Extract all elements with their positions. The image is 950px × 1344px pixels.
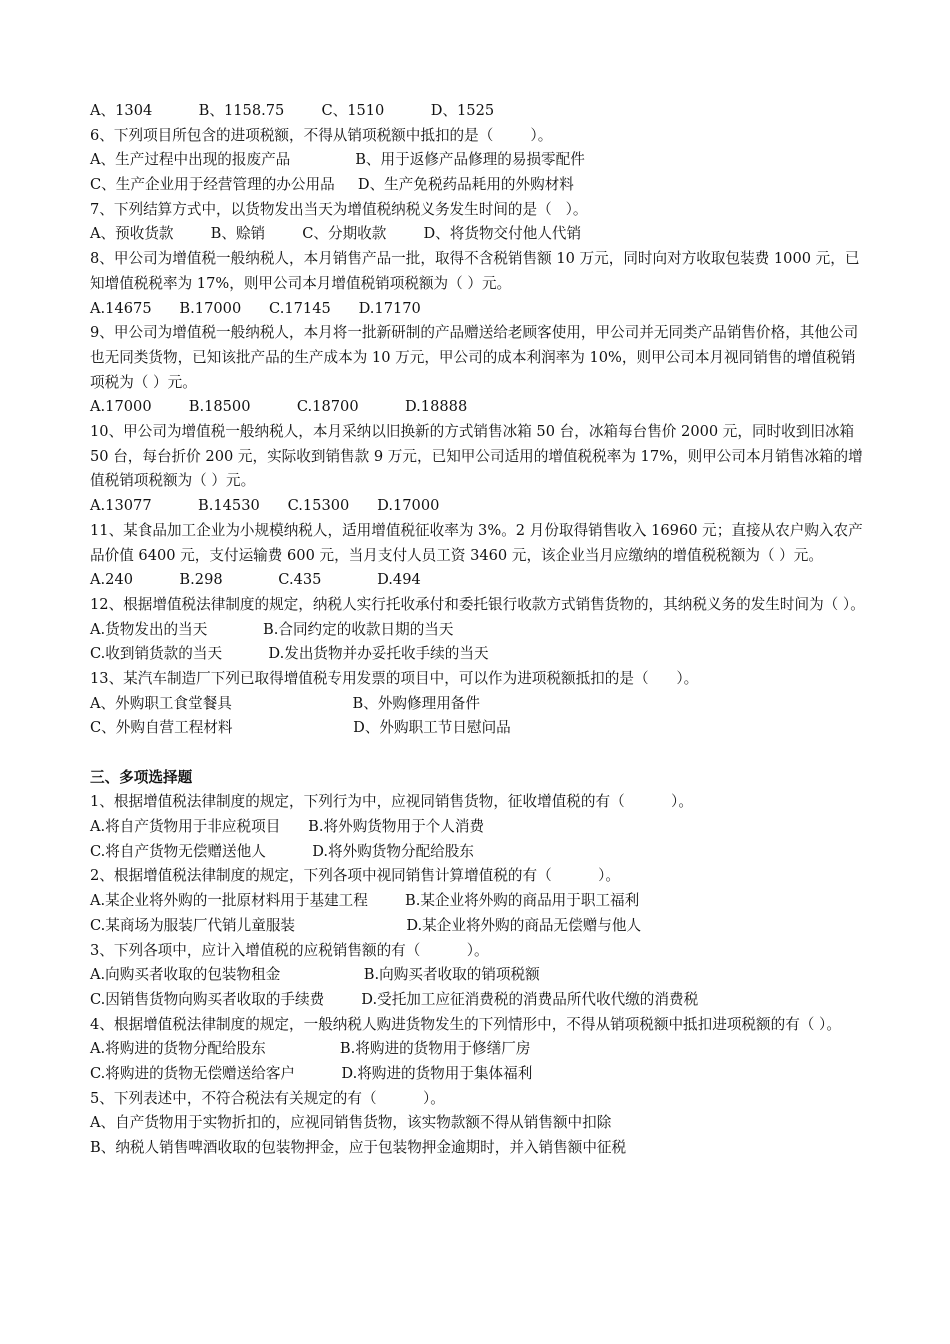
m3-options-ab: A.向购买者收取的包装物租金 B.向购买者收取的销项税额 <box>90 966 540 984</box>
q13-options-ab: A、外购职工食堂餐具 B、外购修理用备件 <box>90 694 480 712</box>
m2-options-cd: C.某商场为服装厂代销儿童服装 D.某企业将外购的商品无偿赠与他人 <box>90 916 642 934</box>
m2-options-ab: A.某企业将外购的一批原材料用于基建工程 B.某企业将外购的商品用于职工福利 <box>90 892 640 910</box>
q7-options: A、预收货款 B、赊销 C、分期收款 D、将货物交付他人代销 <box>90 225 582 243</box>
m5-option-b: B、纳税人销售啤酒收取的包装物押金，应于包装物押金逾期时，并入销售额中征税 <box>90 1139 627 1157</box>
q8-options: A.14675 B.17000 C.17145 D.17170 <box>90 299 421 317</box>
m2-question: 2、根据增值税法律制度的规定，下列各项中视同销售计算增值税的有（ ）。 <box>90 867 620 885</box>
m3-question: 3、下列各项中，应计入增值税的应税销售额的有（ ）。 <box>90 941 489 959</box>
q7-question: 7、下列结算方式中，以货物发出当天为增值税纳税义务发生时间的是（ ）。 <box>90 200 588 218</box>
m1-options-ab: A.将自产货物用于非应税项目 B.将外购货物用于个人消费 <box>90 818 485 836</box>
q13-question: 13、某汽车制造厂下列已取得增值税专用发票的项目中，可以作为进项税额抵扣的是（ ）。 <box>90 669 699 687</box>
m1-options-cd: C.将自产货物无偿赠送他人 D.将外购货物分配给股东 <box>90 842 474 860</box>
section-title-multiple-choice: 三、多项选择题 <box>90 768 193 786</box>
q11-question: 11、某食品加工企业为小规模纳税人，适用增值税征收率为 3%。2 月份取得销售收入 16960 元；直接从农户购入农产品价值 6400 元，支付运输费 600 元，当月支付人员工资 3460 元，该企业当月应缴纳的增值税税额为（ ）元。 <box>90 521 863 564</box>
q10-options: A.13077 B.14530 C.15300 D.17000 <box>90 497 440 515</box>
m3-options-cd: C.因销售货物向购买者收取的手续费 D.受托加工应征消费税的消费品所代收代缴的消费税 <box>90 990 699 1008</box>
q8-question: 8、甲公司为增值税一般纳税人，本月销售产品一批，取得不含税销售额 10 万元，同时向对方收取包装费 1000 元，已知增值税税率为 17%，则甲公司本月增值税销项税额为（ ）元。 <box>90 250 860 292</box>
m1-question: 1、根据增值税法律制度的规定，下列行为中，应视同销售货物，征收增值税的有（ ）。 <box>90 793 693 811</box>
m4-options-ab: A.将购进的货物分配给股东 B.将购进的货物用于修缮厂房 <box>90 1040 531 1058</box>
q6-question: 6、下列项目所包含的进项税额，不得从销项税额中抵扣的是（ ）。 <box>90 126 553 144</box>
q12-options-cd: C.收到销货款的当天 D.发出货物并办妥托收手续的当天 <box>90 645 489 663</box>
m5-option-a: A、自产货物用于实物折扣的，应视同销售货物，该实物款额不得从销售额中扣除 <box>90 1114 612 1132</box>
q9-options: A.17000 B.18500 C.18700 D.18888 <box>90 398 468 416</box>
q11-options: A.240 B.298 C.435 D.494 <box>90 571 421 589</box>
q6-options-cd: C、生产企业用于经营管理的办公用品 D、生产免税药品耗用的外购材料 <box>90 176 574 194</box>
q10-question: 10、甲公司为增值税一般纳税人，本月采纳以旧换新的方式销售冰箱 50 台，冰箱每台售价 2000 元，同时收到旧冰箱 50 台，每台折价 200 元，实际收到销售款 9 万元，已知甲公司适用的增值税税率为 17%，则甲公司本月销售冰箱的增值税销项税额为（ ）元。 <box>90 423 863 490</box>
document-body <box>90 99 870 1161</box>
section-spacer <box>90 741 870 766</box>
q6-options-ab: A、生产过程中出现的报废产品 B、用于返修产品修理的易损零配件 <box>90 151 585 169</box>
q13-options-cd: C、外购自营工程材料 D、外购职工节日慰问品 <box>90 719 511 737</box>
m4-question: 4、根据增值税法律制度的规定，一般纳税人购进货物发生的下列情形中，不得从销项税额中抵扣进项税额的有（ ）。 <box>90 1015 841 1033</box>
q5-options: A、1304 B、1158.75 C、1510 D、1525 <box>90 102 495 119</box>
m4-options-cd: C.将购进的货物无偿赠送给客户 D.将购进的货物用于集体福利 <box>90 1065 533 1082</box>
q12-options-ab: A.货物发出的当天 B.合同约定的收款日期的当天 <box>90 620 454 638</box>
m5-question: 5、下列表述中，不符合税法有关规定的有（ ）。 <box>90 1089 445 1107</box>
q12-question: 12、根据增值税法律制度的规定，纳税人实行托收承付和委托银行收款方式销售货物的，其纳税义务的发生时间为（ ）。 <box>90 595 865 613</box>
q9-question: 9、甲公司为增值税一般纳税人，本月将一批新研制的产品赠送给老顾客使用，甲公司并无同类产品销售价格，其他公司也无同类货物，已知该批产品的生产成本为 10 万元，甲公司的成本利润率为 10%，则甲公司本月视同销售的增值税销项税为（ ）元。 <box>90 324 859 391</box>
